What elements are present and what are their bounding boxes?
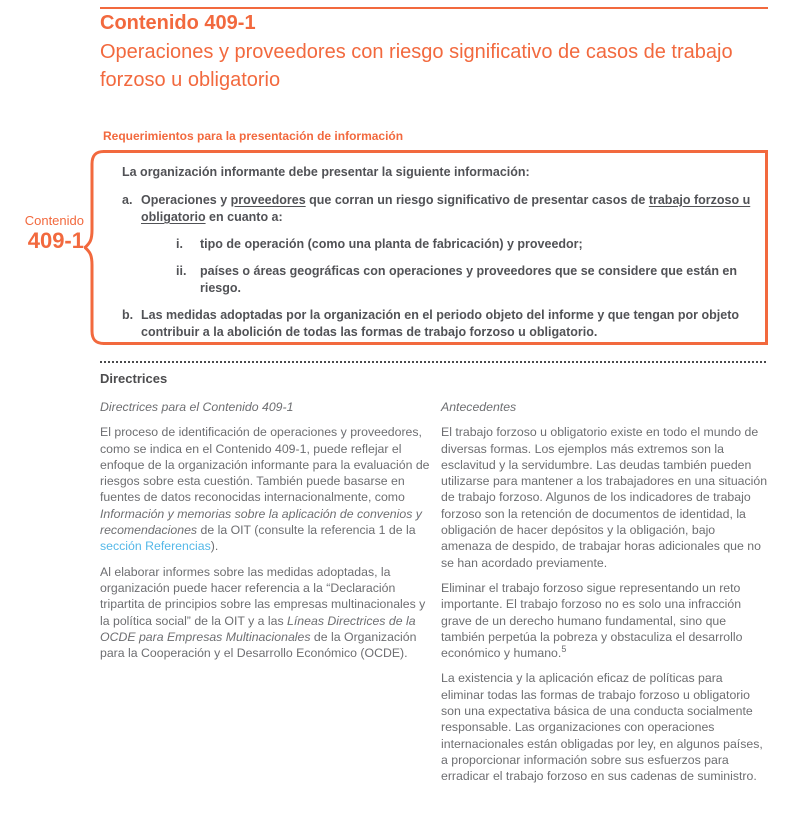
header-rule <box>100 7 768 9</box>
glossary-link-trabajo-forzoso[interactable]: trabajo forzoso u obligatorio <box>141 193 751 224</box>
requirements-heading: Requerimientos para la presentación de información <box>103 129 404 143</box>
left-column-subheading: Directrices para el Contenido 409-1 <box>100 400 294 414</box>
page-subtitle: Operaciones y proveedores con riesgo significativo de casos de trabajo forzoso u obligatorio <box>100 41 733 91</box>
item-a-text <box>141 192 751 226</box>
item-a-marker: a. <box>122 193 133 207</box>
left-p2-text: Al elaborar informes sobre las medidas adoptadas, la organización puede hacer referencia a la “Declaración tripartita de principios sobre las empresas multinacionales y la política social” de la OIT y a las <box>100 564 426 628</box>
left-p1-text: El proceso de identificación de operaciones y proveedores, como se indica en el Contenido 409-1, puede reflejar el enfoque de la organización informante para la evaluación de riesgos sobre esta cuestión. También puede basarse en fuentes de datos reconocidas internacionalmente, como <box>100 425 430 505</box>
curly-brace-icon <box>84 150 104 345</box>
dotted-divider <box>100 361 768 363</box>
side-label-number: 409-1 <box>27 228 84 253</box>
guidance-heading: Directrices <box>100 371 168 386</box>
left-p1-italic-title: Información y memorias sobre la aplicación de convenios y recomendaciones <box>100 506 422 538</box>
guidance-right-column <box>441 399 768 794</box>
subitem-i-marker: i. <box>176 237 183 251</box>
item-a-text-mid: que corran un riesgo significativo de presentar casos de <box>305 193 649 207</box>
item-a-text-post: en cuanto a: <box>205 210 283 224</box>
left-p2-italic-title: Líneas Directrices de la OCDE para Empresas Multinacionales <box>100 613 416 644</box>
page-title: Contenido 409-1 <box>100 12 256 34</box>
side-label-category: Contenido <box>24 213 84 228</box>
left-paragraph-1 <box>100 424 431 554</box>
guidance-left-column <box>100 399 431 794</box>
requirements-intro: La organización informante debe presentar la siguiente información: <box>122 165 530 179</box>
left-p1-text-2: de la OIT (consulte la referencia 1 de la <box>197 523 416 538</box>
subitem-ii-text: países o áreas geográficas con operaciones y proveedores que se considere que están en riesgo. <box>200 264 738 295</box>
left-p1-text-3: ). <box>210 539 219 554</box>
left-p2-text-2: de la Organización para la Cooperación y el Desarrollo Económico (OCDE). <box>100 629 417 661</box>
right-paragraph-3: La existencia y la aplicación eficaz de políticas para eliminar todas las formas de trabajo forzoso u obligatorio son una expectativa básica de una conducta socialmente responsable. Las organizaciones con operaciones internacionales están obligadas por ley, en algunos países, a proporcionar información sobre sus esfuerzos para erradicar el trabajo forzoso en sus cadenas de suministro. <box>441 671 763 784</box>
subitem-i-text: tipo de operación (como una planta de fabricación) y proveedor; <box>200 237 583 251</box>
side-disclosure-label <box>0 213 84 253</box>
right-p2-text: Eliminar el trabajo forzoso sigue representando un reto importante. El trabajo forzoso no es solo una infracción grave de un derecho humano fundamental, sino que también perpetúa la pobreza y obstaculiza el desarrollo económico y humano. <box>441 580 743 661</box>
requirement-item-a <box>122 192 751 226</box>
right-paragraph-1: El trabajo forzoso u obligatorio existe en todo el mundo de diversas formas. Los ejemplos más extremos son la esclavitud y la servidumbre. Las deudas también pueden utilizarse para mantener a los trabajadores en una situación de trabajo forzoso. Algunos de los indicadores de trabajo forzoso son la retención de documentos de identidad, la obligación de hacer depósitos y la obligación, bajo amenaza de despido, de trabajar horas adicionales que no se han acordado previamente. <box>441 425 768 570</box>
requirement-subitem-i <box>122 236 751 253</box>
glossary-link-proveedores[interactable]: proveedores <box>230 193 306 207</box>
subitem-ii-marker: ii. <box>176 264 187 278</box>
requirement-subitem-ii <box>122 263 751 297</box>
item-b-marker: b. <box>122 308 134 322</box>
guidance-columns <box>100 399 768 794</box>
item-b-text: Las medidas adoptadas por la organización en el periodo objeto del informe y que tengan por objeto contribuir a la abolición de todas las formas de trabajo forzoso u obligatorio. <box>141 308 739 339</box>
item-a-text-pre: Operaciones y <box>141 193 231 207</box>
right-column-subheading: Antecedentes <box>441 400 517 414</box>
requirements-box <box>103 150 768 345</box>
right-paragraph-2 <box>441 580 768 661</box>
left-paragraph-2 <box>100 564 431 662</box>
requirement-item-b <box>122 307 751 341</box>
footnote-marker[interactable]: 5 <box>561 644 567 655</box>
references-section-link[interactable]: sección Referencias <box>100 539 211 554</box>
